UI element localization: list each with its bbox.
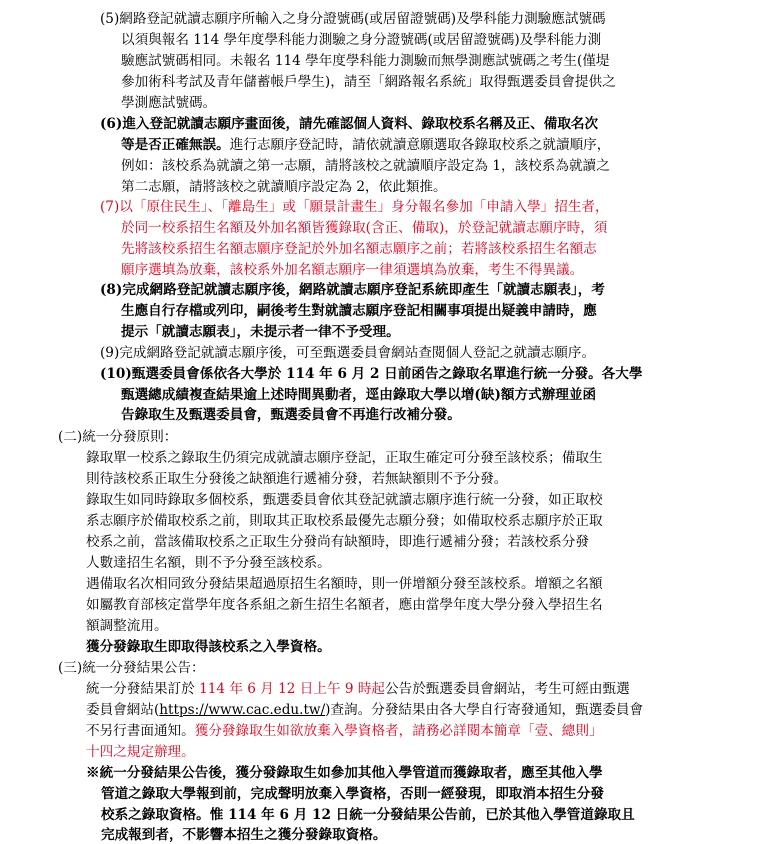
item-8-line-3: 提示「就讀志願表」，未提示者一律不予受理。 xyxy=(121,324,400,340)
item-5-line-5: 學測應試號碼。 xyxy=(121,95,217,111)
item-10-line-2: 甄選總成績複查結果逾上述時間異動者，逕由錄取大學以增(缺)額方式辦理並函 xyxy=(121,387,597,403)
section-2-heading: (二)統一分發原則： xyxy=(58,429,178,445)
section-3-line-3-prefix: 不另行書面通知。 xyxy=(86,723,195,739)
section-3-line-1-suffix: 公告於甄選委員會網站，考生可經由甄選 xyxy=(385,681,630,697)
notice-line-1: ※統一分發結果公告後，獲分發錄取生如參加其他入學管道而獲錄取者，應至其他入學 xyxy=(86,765,603,781)
section-3-line-3 xyxy=(86,722,603,740)
item-6-line-3: 例如：該校系為就讀之第一志願，請將該校之就讀順序設定為 1，該校系為就讀之 xyxy=(121,158,610,174)
item-5-line-2: 以須與報名 114 學年度學科能力測驗之身分證號碼(或居留證號碼)及學科能力測 xyxy=(121,32,602,48)
section-2-bold-statement: 獲分發錄取生即取得該校系之入學資格。 xyxy=(86,639,331,655)
section-2-para-1-line-2: 則待該校系正取生分發後之缺額進行遞補分發，若無缺額則不予分發。 xyxy=(86,471,508,487)
item-7-line-1: (7)以「原住民生」、「離島生」或「願景計畫生」身分報名參加「申請入學」招生者， xyxy=(100,199,609,215)
section-3-heading: (三)統一分發結果公告： xyxy=(58,660,205,676)
item-8-line-2: 生應自行存檔或列印，嗣後考生對就讀志願序登記相關事項提出疑義申請時，應 xyxy=(121,303,597,319)
item-6-line-4: 第二志願，請將該校之就讀順序設定為 2，依此類推。 xyxy=(121,179,447,195)
notice-line-4: 完成報到者，不影響本招生之獲分發錄取資格。 xyxy=(101,827,387,843)
announce-datetime: 114 年 6 月 12 日上午 9 時起 xyxy=(199,681,386,697)
section-3-line-2-prefix: 委員會網站( xyxy=(86,702,160,718)
item-6-line-2 xyxy=(121,136,610,154)
section-2-para-2-line-3: 校系之前，當該備取校系之正取生分發尚有缺額時，即進行遞補分發；若該校系分發 xyxy=(86,534,589,550)
section-2-para-3-line-3: 額調整流用。 xyxy=(86,618,168,634)
notice-line-2: 管道之錄取大學報到前，完成聲明放棄入學資格，否則一經發現，即取消本招生分發 xyxy=(101,786,604,802)
item-5-line-3: 驗應試號碼相同。未報名 114 學年度學科能力測驗而無學測應試號碼之考生(僅堤 xyxy=(121,53,610,69)
notice-line-3: 校系之錄取資格。惟 114 年 6 月 12 日統一分發結果公告前，已於其他入學管道錄取且 xyxy=(101,807,635,823)
section-3-line-2 xyxy=(86,701,643,719)
item-10-line-1: (10)甄選委員會係依各大學於 114 年 6 月 2 日前函告之錄取名單進行統一分發。各大學 xyxy=(100,366,643,382)
item-6-bold-text: 等是否正確無誤。 xyxy=(121,137,230,153)
section-3-line-1 xyxy=(86,680,630,698)
item-10-line-3: 告錄取生及甄選委員會，甄選委員會不再進行改補分發。 xyxy=(121,407,461,423)
section-3-line-1-prefix: 統一分發結果訂於 xyxy=(86,681,200,697)
item-7-line-2: 於同一校系招生名額及外加名額皆獲錄取(含正、備取)，於登記就讀志願序時，須 xyxy=(121,220,608,236)
item-7-line-3: 先將該校系招生名額志願序登記於外加名額志願序之前；若將該校系招生名額志 xyxy=(121,241,597,257)
section-2-para-2-line-4: 人數達招生名額，則不予分發至該校系。 xyxy=(86,555,331,571)
section-2-para-3-line-2: 如屬教育部核定當學年度各系組之新生招生名額者，應由當學年度大學分發入學招生名 xyxy=(86,597,603,613)
item-6-normal-text: 進行志願序登記時，請依就讀意願選取各錄取校系之就讀順序， xyxy=(229,137,611,153)
section-2-para-2-line-2: 系志願序於備取校系之前，則取其正取校系最優先志願分發；如備取校系志願序於正取 xyxy=(86,513,603,529)
item-5-line-1: (5)網路登記就讀志願序所輸入之身分證號碼(或居留證號碼)及學科能力測驗應試號碼 xyxy=(100,11,606,27)
section-3-line-3-red: 獲分發錄取生如欲放棄入學資格者，請務必詳閱本簡章「壹、總則」 xyxy=(194,723,603,739)
section-3-line-4: 十四之規定辦理。 xyxy=(86,744,195,760)
section-2-para-2-line-1: 錄取生如同時錄取多個校系，甄選委員會依其登記就讀志願序進行統一分發，如正取校 xyxy=(86,492,603,508)
cac-website-link[interactable]: https://www.cac.edu.tw/ xyxy=(159,702,326,718)
section-3-line-2-suffix: )查詢。分發結果由各大學自行寄發通知，甄選委員會 xyxy=(325,702,644,718)
section-2-para-1-line-1: 錄取單一校系之錄取生仍須完成就讀志願序登記，正取生確定可分發至該校系；備取生 xyxy=(86,450,603,466)
item-6-line-1: (6)進入登記就讀志願序畫面後，請先確認個人資料、錄取校系名稱及正、備取名次 xyxy=(100,116,599,132)
item-7-line-4: 願序選填為放棄，該校系外加名額志願序一律須選填為放棄，考生不得異議。 xyxy=(121,262,584,278)
item-8-line-1: (8)完成網路登記就讀志願序後，網路就讀志願序登記系統即產生「就讀志願表」，考 xyxy=(100,282,605,298)
section-2-para-3-line-1: 遇備取名次相同致分發結果超過原招生名額時，則一併增額分發至該校系。增額之名額 xyxy=(86,576,603,592)
item-5-line-4: 參加術科考試及青年儲蓄帳戶學生)，請至「網路報名系統」取得甄選委員會提供之 xyxy=(121,74,616,90)
item-9-line-1: (9)完成網路登記就讀志願序後，可至甄選委員會網站查閱個人登記之就讀志願序。 xyxy=(100,345,596,361)
